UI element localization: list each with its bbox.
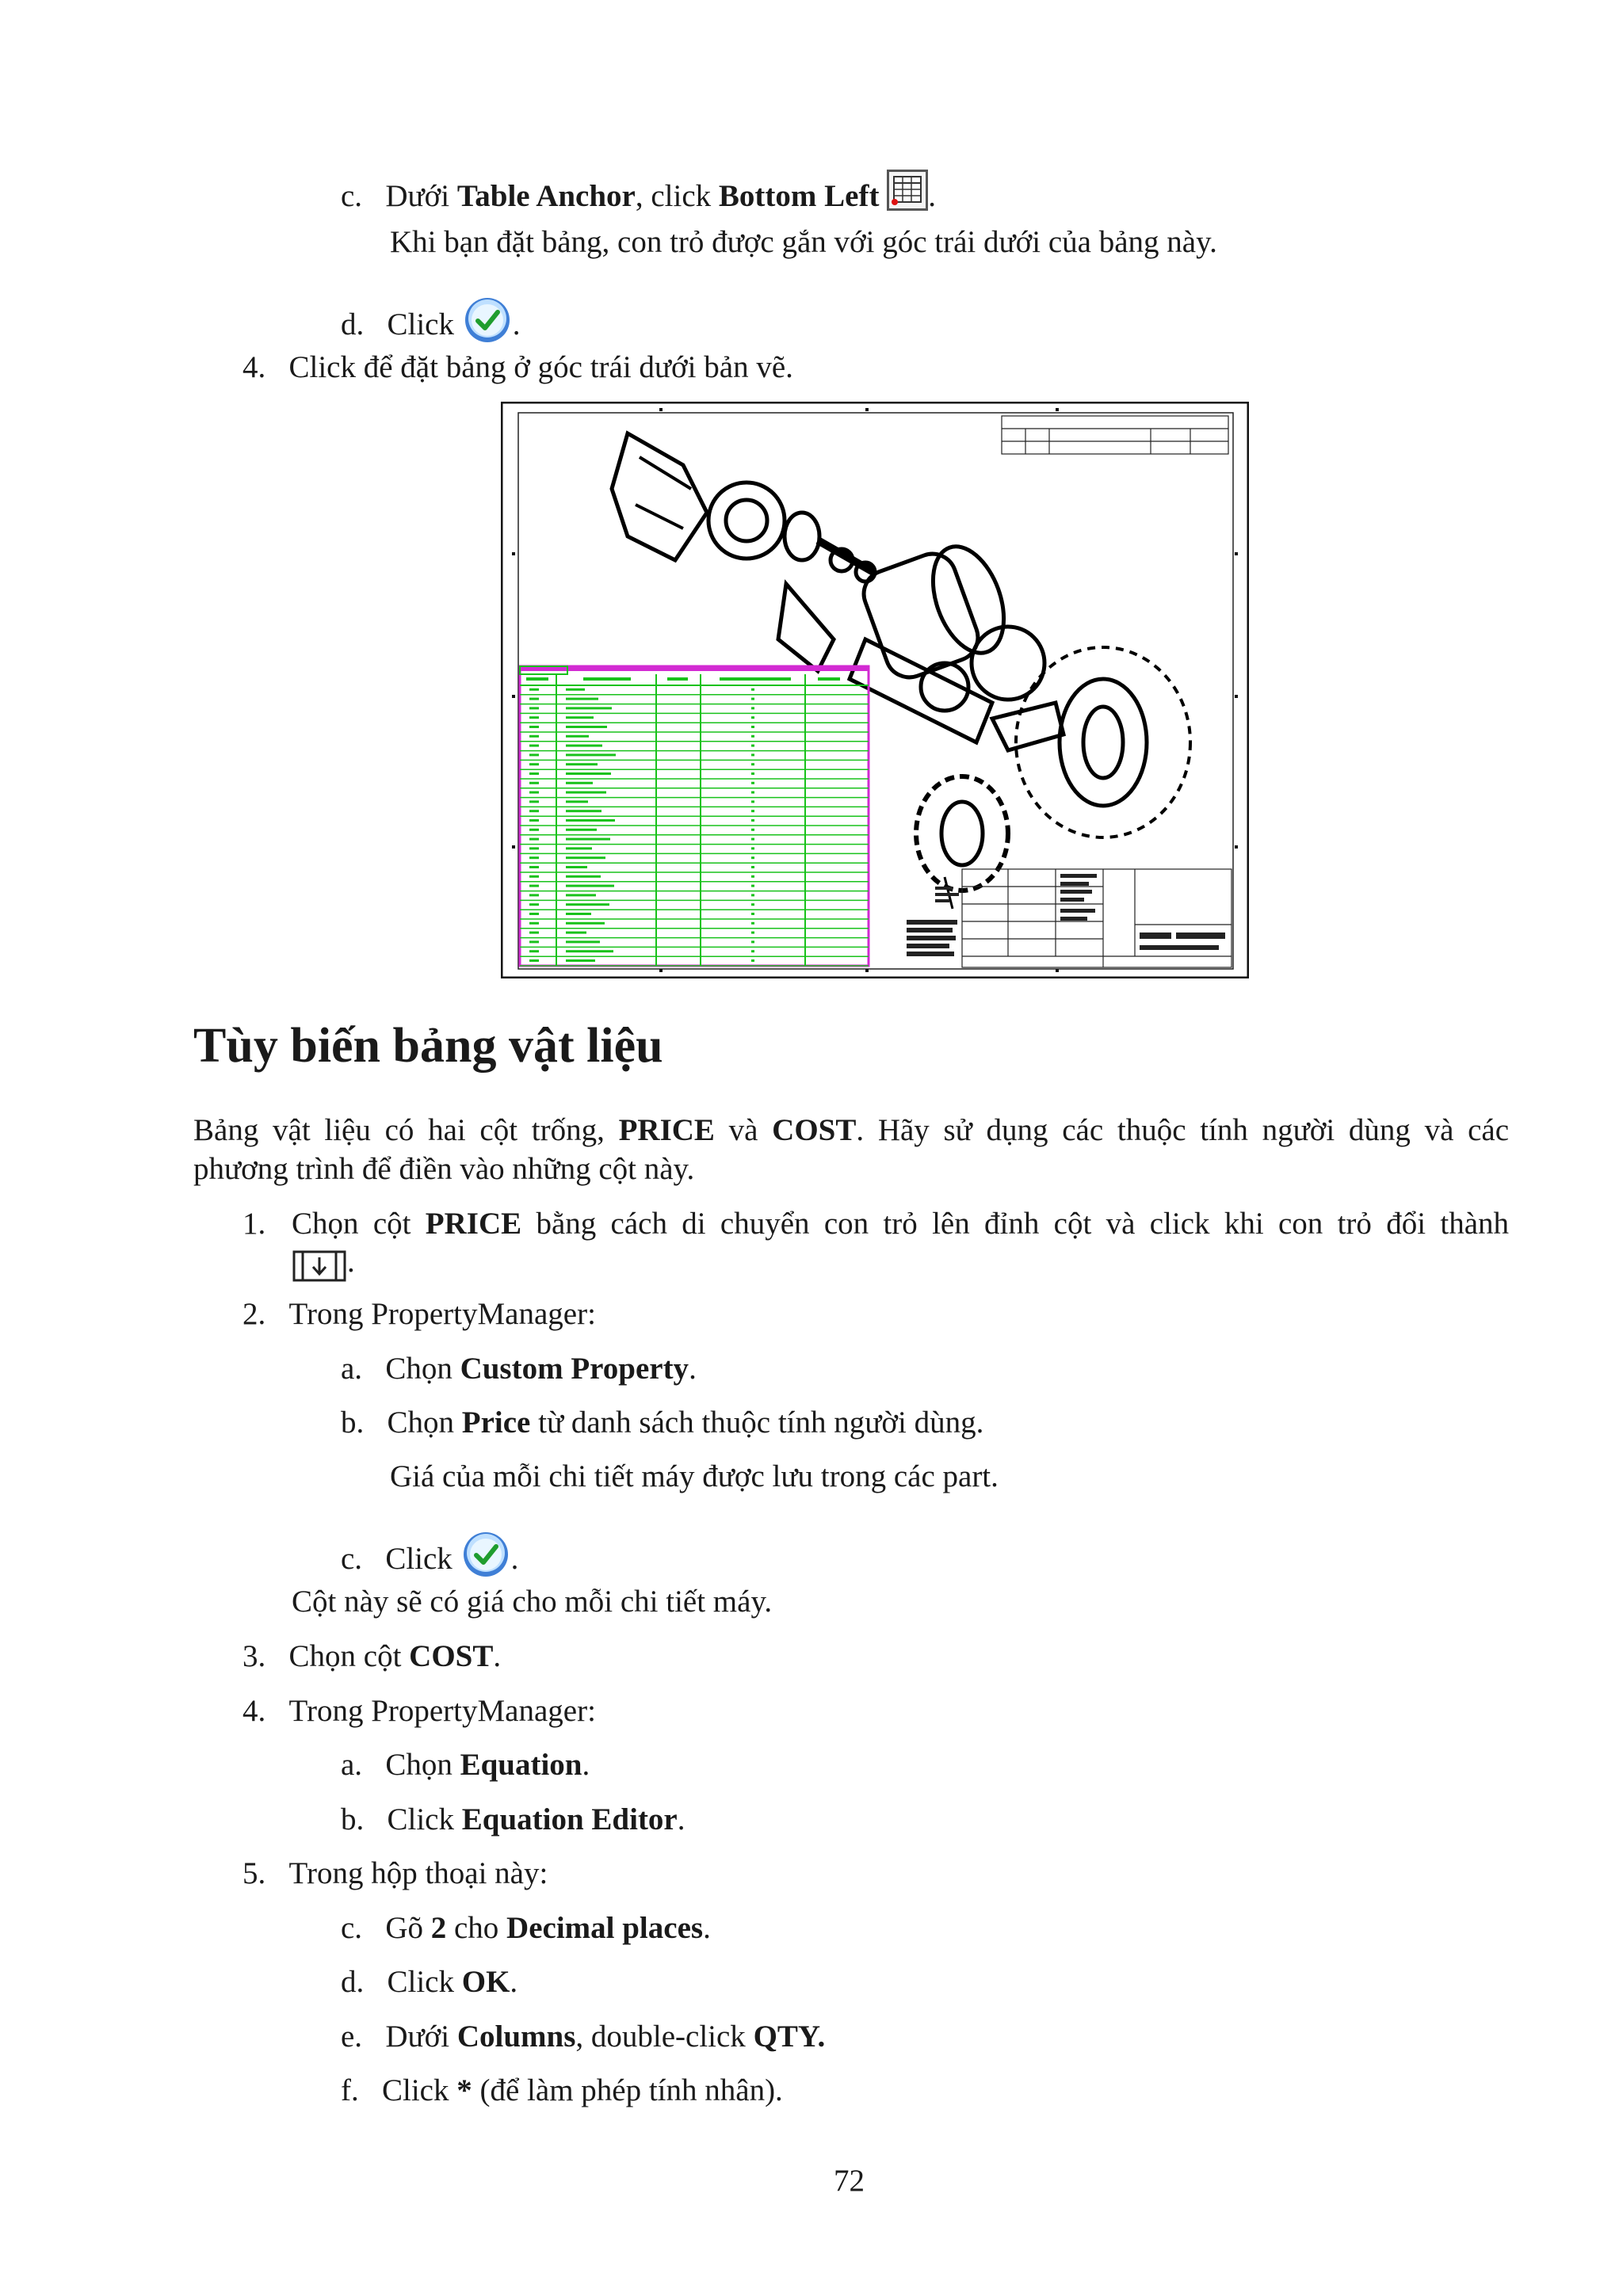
bom-cell-mark	[529, 847, 539, 849]
note-anchor: Khi bạn đặt bảng, con trỏ được gắn với góc trái dưới của bảng này.	[390, 225, 1217, 259]
step-1-marker: 1.	[242, 1207, 266, 1241]
step-2b: b. Chọn Price từ danh sách thuộc tính người dùng.	[341, 1405, 984, 1440]
step-5f: f. Click * (để làm phép tính nhân).	[341, 2073, 783, 2107]
bom-cell-mark	[529, 913, 539, 915]
bom-cell-mark	[566, 903, 609, 906]
bom-cell-mark	[751, 800, 754, 803]
bom-cell-mark	[529, 903, 539, 906]
bom-cell-mark	[529, 753, 539, 756]
intro-line-1: Bảng vật liệu có hai cột trống, PRICE và COST. Hãy sử dụng các thuộc tính người dùng và các	[193, 1113, 1510, 1147]
ok-check-icon	[462, 295, 513, 345]
bom-cell-mark	[751, 688, 754, 691]
bom-cell-mark	[566, 959, 595, 962]
bom-cell-mark	[566, 819, 615, 822]
bom-cell-mark	[566, 782, 593, 784]
bom-cell-mark	[566, 829, 597, 831]
bom-cell-mark	[566, 735, 589, 738]
bom-cell-mark	[529, 932, 539, 934]
bom-cell-mark	[529, 829, 539, 831]
step-2: 2. Trong PropertyManager:	[242, 1297, 596, 1331]
bom-cell-mark	[529, 819, 539, 822]
bom-cell-mark	[566, 753, 616, 756]
bom-cell-mark	[529, 791, 539, 794]
page-number: 72	[834, 2164, 865, 2198]
bom-cell-mark	[751, 782, 754, 784]
bom-cell-mark	[566, 791, 606, 794]
bom-cell-mark	[566, 716, 594, 719]
step-4b-equation-editor: b. Click Equation Editor.	[341, 1802, 685, 1836]
bom-cell-mark	[566, 688, 585, 691]
bom-cell-mark	[529, 735, 539, 738]
step-3: 3. Chọn cột COST.	[242, 1639, 502, 1673]
bom-cell-mark	[751, 838, 754, 841]
step-5e: e. Dưới Columns, double-click QTY.	[341, 2019, 826, 2054]
step-2c: c. Click .	[341, 1529, 518, 1580]
bom-cell-mark	[529, 707, 539, 709]
bom-cell-mark	[751, 875, 754, 878]
bom-cell-mark	[529, 782, 539, 784]
bom-cell-mark	[529, 866, 539, 868]
bom-cell-mark	[751, 810, 754, 812]
step-1-line-1: Chọn cột PRICE bằng cách di chuyển con trỏ lên đỉnh cột và click khi con trỏ đổi thành	[292, 1207, 1510, 1241]
bom-cell-mark	[751, 707, 754, 709]
step-4-propertymanager: 4. Trong PropertyManager:	[242, 1694, 596, 1728]
bom-cell-mark	[529, 800, 539, 803]
bom-cell-mark	[529, 772, 539, 775]
bom-cell-mark	[751, 726, 754, 728]
bom-cell-mark	[566, 800, 588, 803]
bom-cell-mark	[751, 763, 754, 765]
bom-cell-mark	[566, 745, 602, 747]
bom-cell-mark	[566, 950, 613, 952]
bom-cell-mark	[529, 810, 539, 812]
bom-cell-mark	[566, 932, 586, 934]
bom-cell-mark	[566, 875, 601, 878]
bom-cell-mark	[566, 940, 600, 943]
bom-cell-mark	[751, 940, 754, 943]
bom-cell-mark	[751, 772, 754, 775]
bom-cell-mark	[751, 847, 754, 849]
bom-cell-mark	[529, 745, 539, 747]
bom-cell-mark	[751, 716, 754, 719]
bom-cell-mark	[566, 922, 605, 925]
bom-cell-mark	[566, 894, 596, 896]
bom-cell-mark	[529, 922, 539, 925]
step-4-place-table: 4. Click để đặt bảng ở góc trái dưới bản vẽ.	[242, 350, 793, 384]
bom-cell-mark	[566, 885, 614, 887]
bom-cell-mark	[566, 838, 610, 841]
bom-cell-mark	[751, 791, 754, 794]
bom-cell-mark	[566, 763, 598, 765]
bom-cell-mark	[566, 726, 607, 728]
bom-cell-mark	[751, 913, 754, 915]
step-d-click: d. Click .	[341, 295, 521, 345]
bom-cell-mark	[566, 698, 598, 700]
drawing-sheet	[501, 402, 1249, 978]
note-column: Cột này sẽ có giá cho mỗi chi tiết máy.	[292, 1585, 773, 1619]
note-price: Giá của mỗi chi tiết máy được lưu trong các part.	[390, 1459, 999, 1493]
bom-cell-mark	[751, 885, 754, 887]
bom-cell-mark	[751, 819, 754, 822]
bom-cell-mark	[566, 772, 611, 775]
step-5d: d. Click OK.	[341, 1965, 518, 1999]
bom-cell-mark	[529, 940, 539, 943]
bom-cell-mark	[529, 716, 539, 719]
bom-cell-mark	[529, 726, 539, 728]
bom-cell-mark	[751, 903, 754, 906]
bom-cell-mark	[566, 913, 591, 915]
bom-cell-mark	[566, 707, 612, 709]
bom-cell-mark	[751, 922, 754, 925]
bom-cell-mark	[751, 932, 754, 934]
section-heading: Tùy biến bảng vật liệu	[193, 1019, 663, 1073]
step-4a-equation: a. Chọn Equation.	[341, 1748, 590, 1782]
bom-cell-mark	[529, 763, 539, 765]
bom-cell-mark	[751, 745, 754, 747]
step-5c: c. Gõ 2 cho Decimal places.	[341, 1911, 711, 1945]
bom-cell-mark	[751, 959, 754, 962]
intro-paragraph	[193, 1112, 1509, 1188]
bom-cell-mark	[566, 856, 605, 859]
bom-cell-mark	[566, 810, 601, 812]
bom-cell-mark	[529, 894, 539, 896]
bom-cell-mark	[751, 894, 754, 896]
bom-cell-mark	[529, 959, 539, 962]
bom-cell-mark	[751, 829, 754, 831]
bom-cell-mark	[751, 753, 754, 756]
table-bottom-left-icon	[887, 170, 928, 211]
bom-drawing-figure	[501, 402, 1249, 978]
bom-cell-mark	[751, 950, 754, 952]
bom-cell-mark	[751, 735, 754, 738]
ok-check-icon	[460, 1529, 511, 1580]
bom-cell-mark	[529, 875, 539, 878]
bom-cell-mark	[751, 856, 754, 859]
step-5: 5. Trong hộp thoại này:	[242, 1856, 548, 1890]
bom-cell-mark	[529, 856, 539, 859]
bom-cell-mark	[529, 688, 539, 691]
bom-cell-mark	[529, 838, 539, 841]
step-1-line-2: .	[292, 1244, 355, 1283]
bom-cell-mark	[529, 885, 539, 887]
bom-cell-mark	[751, 866, 754, 868]
bom-cell-mark	[566, 866, 587, 868]
step-2a: a. Chọn Custom Property.	[341, 1352, 697, 1386]
step-c-table-anchor: c. Dưới Table Anchor, click Bottom Left .	[341, 170, 936, 215]
column-select-cursor-icon	[292, 1249, 347, 1283]
intro-line-2: phương trình để điền vào những cột này.	[193, 1151, 695, 1186]
bom-cell-mark	[566, 847, 592, 849]
bom-cell-mark	[751, 698, 754, 700]
bom-cell-mark	[529, 698, 539, 700]
bom-cell-mark	[529, 950, 539, 952]
